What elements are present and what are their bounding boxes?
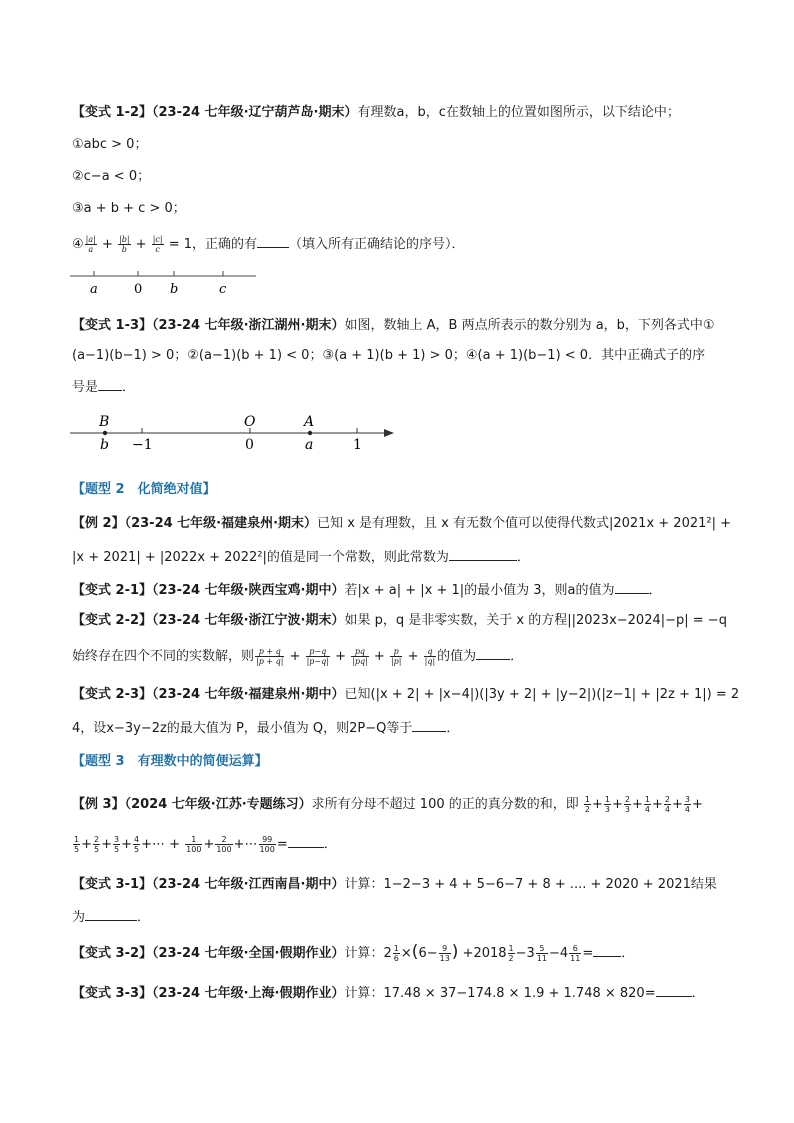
variant-1-3-line2: (a−1)(b−1) > 0；②(a−1)(b + 1) < 0；③(a + 1)(b + 1) > 0；④(a + 1)(b−1) < 0．其中正确式子的序 — [72, 348, 706, 363]
fraction: $\frac{1}{4}$ — [644, 795, 650, 814]
fraction: $\frac{3}{4}$ — [684, 795, 690, 814]
axis-label-c: c — [219, 282, 227, 297]
punct: ． — [621, 946, 635, 961]
answer-blank — [288, 834, 324, 848]
variant-tag: 【变式 1-2】 — [72, 105, 153, 120]
variant-2-2-line1 — [72, 612, 727, 630]
punct: ． — [648, 583, 662, 598]
axis-label-a: a — [90, 282, 98, 297]
question-text: 求所有分母不超过 100 的正的真分数的和，即 — [311, 797, 579, 812]
punct: ． — [446, 721, 460, 736]
question-text: 4，设x−3y−2z的最大值为 P，最小值为 Q，则2P−Q等于 — [72, 721, 413, 736]
example-2-line2 — [72, 547, 530, 567]
answer-blank — [615, 580, 649, 594]
value-label-a: a — [305, 437, 314, 453]
question-text: 为 — [72, 910, 86, 925]
fraction: $\frac{1}{2}$ — [584, 795, 590, 814]
value-label-b: b — [100, 437, 109, 453]
question-text: 计算：17.48 × 37−174.8 × 1.9 + 1.748 × 820= — [344, 986, 656, 1001]
fraction: $\frac{p}{|p|}$ — [390, 647, 402, 666]
question-text: 计算： — [344, 946, 384, 961]
variant-2-2-line2: 始终存在四个不同的实数解，则 $\frac{p + q}{|p + q|}$ + $\frac{p-q}{|p-q|}$ + $\frac{pq}{|pq|}$ + $\frac{p}{|p|}$ + $\frac{q}{|q|}$ 的值为 ． — [72, 647, 524, 666]
example-tag: 【例 2】 — [72, 516, 125, 531]
fraction: $\frac{pq}{|pq|}$ — [352, 647, 368, 666]
variant-tag: 【变式 2-1】 — [72, 583, 153, 598]
conclusion-2: ②c−a < 0； — [72, 169, 151, 184]
value-label-1: 1 — [353, 437, 362, 453]
fraction: $\frac{1}{100}$ — [186, 835, 202, 854]
source: （23-24 七年级·福建泉州·期末） — [124, 516, 318, 531]
answer-blank — [98, 377, 122, 391]
number-line-2 — [68, 410, 408, 454]
value-label-neg1: −1 — [132, 437, 153, 453]
punct: ． — [323, 837, 337, 852]
fraction: $\frac{99}{100}$ — [259, 835, 275, 854]
source: （23-24 七年级·福建泉州·期中） — [152, 687, 345, 702]
question-text: 已知 x 是有理数，且 x 有无数个值可以使得代数式|2021x + 2021²| + — [317, 516, 731, 531]
variant-2-3-line1 — [72, 686, 739, 704]
punct: ． — [510, 649, 524, 664]
fraction: $\frac{q}{|q|}$ — [424, 647, 436, 666]
variant-tag: 【变式 3-1】 — [72, 877, 153, 892]
conclusion-1: ①abc > 0； — [72, 137, 148, 152]
conclusion-4-mark: ④ — [72, 237, 84, 252]
point-label-O: O — [244, 414, 256, 430]
variant-3-1-line2 — [72, 907, 150, 927]
source: （23-24 七年级·江西南昌·期中） — [152, 877, 345, 892]
conclusion-4-post: （填入所有正确结论的序号）． — [289, 237, 465, 252]
question-text: 若|x + a| + |x + 1|的最小值为 3，则a的值为 — [344, 583, 615, 598]
question-text: 已知(|x + 2| + |x−4|)(|3y + 2| + |y−2|)(|z−1| + |2z + 1|) = 2 — [344, 687, 740, 702]
punct: ． — [691, 986, 705, 1001]
answer-blank — [476, 646, 510, 660]
answer-blank — [656, 983, 692, 997]
punct: ． — [122, 380, 136, 395]
source: （23-24 七年级·辽宁葫芦岛·期末） — [152, 105, 358, 120]
source: （23-24 七年级·陕西宝鸡·期中） — [152, 583, 345, 598]
variant-tag: 【变式 3-2】 — [72, 946, 153, 961]
fraction: $\frac{1}{5}$ — [74, 835, 80, 854]
fraction: $\frac{p-q}{|p-q|}$ — [306, 647, 329, 666]
punct: ． — [137, 910, 151, 925]
question-text: |x + 2021| + |2022x + 2022²|的值是同一个常数，则此常数为 — [72, 550, 449, 565]
fraction: $\frac{2}{4}$ — [664, 795, 670, 814]
question-text: 计算：1−2−3 + 4 + 5−6−7 + 8 + .... + 2020 + 2021结果 — [344, 877, 717, 892]
section-heading-2: 【题型 2 化简绝对值】 — [72, 482, 216, 497]
variant-3-3-line — [72, 983, 705, 1003]
section-heading-3: 【题型 3 有理数中的简便运算】 — [72, 754, 268, 769]
question-text: 始终存在四个不同的实数解，则 — [72, 649, 255, 664]
conclusion-4: ④ $\frac{|a|}{a}$ + $\frac{|b|}{b}$ + $\frac{|c|}{c}$ = 1，正确的有 （填入所有正确结论的序号）． — [72, 235, 465, 254]
fraction: $\frac{3}{5}$ — [114, 835, 120, 854]
example-2-line1 — [72, 515, 731, 533]
answer-blank — [593, 943, 621, 957]
point-label-B: B — [99, 414, 110, 430]
variant-3-2-line: 【变式 3-2】（23-24 七年级·全国·假期作业）计算：2 $\frac{1}{6}$ ×(6− $\frac{9}{13}$ ) +2018 $\frac{1}{2}$ −3 $\frac{5}{11}$ −4 $\frac{6}{11}$ = ． — [72, 942, 635, 963]
fraction: $\frac{p + q}{|p + q|}$ — [256, 647, 284, 666]
conclusion-3: ③a + b + c > 0； — [72, 201, 186, 216]
source: （23-24 七年级·全国·假期作业） — [152, 946, 345, 961]
variant-tag: 【变式 2-2】 — [72, 613, 153, 628]
variant-tag: 【变式 2-3】 — [72, 687, 153, 702]
variant-3-1-line1 — [72, 876, 717, 894]
question-text: 有理数a，b，c在数轴上的位置如图所示，以下结论中； — [357, 105, 680, 120]
variant-tag: 【变式 3-3】 — [72, 986, 153, 1001]
variant-2-1-line — [72, 580, 662, 600]
source: （2024 七年级·江苏·专题练习） — [124, 797, 312, 812]
answer-blank — [412, 718, 446, 732]
variant-1-3-line1 — [72, 317, 715, 335]
fraction: $\frac{2}{5}$ — [94, 835, 100, 854]
axis-label-0: 0 — [134, 282, 143, 297]
value-label-0: 0 — [245, 437, 254, 453]
question-text: 号是 — [72, 380, 99, 395]
point-label-A: A — [304, 414, 315, 430]
example-3-line1: 【例 3】（2024 七年级·江苏·专题练习）求所有分母不超过 100 的正的真分数的和，即 $\frac{1}{2}$ + $\frac{1}{3}$ + $\frac{2}{3}$ + $\frac{1}{4}$ + $\frac{2}{4}$ + $\frac{3}{4}$ + — [72, 795, 703, 814]
source: （23-24 七年级·浙江湖州·期末） — [152, 318, 345, 333]
question-text: 如图，数轴上 A，B 两点所表示的数分别为 a，b，下列各式中① — [344, 318, 715, 333]
number-line-1 — [68, 266, 268, 300]
variant-tag: 【变式 1-3】 — [72, 318, 153, 333]
axis-label-b: b — [170, 282, 179, 297]
answer-blank — [257, 234, 289, 248]
fraction: $\frac{2}{100}$ — [216, 835, 232, 854]
source: （23-24 七年级·浙江宁波·期末） — [152, 613, 345, 628]
source: （23-24 七年级·上海·假期作业） — [152, 986, 345, 1001]
punct: ． — [516, 550, 530, 565]
question-text: 的值为 — [437, 649, 477, 664]
variant-2-3-line2 — [72, 718, 459, 738]
variant-1-2-line — [72, 104, 680, 122]
answer-blank — [85, 907, 137, 921]
example-tag: 【例 3】 — [72, 797, 125, 812]
fraction: $\frac{1}{3}$ — [604, 795, 610, 814]
fraction: $\frac{4}{5}$ — [134, 835, 140, 854]
example-3-line2: $\frac{1}{5}$ + $\frac{2}{5}$ + $\frac{3}{5}$ + $\frac{4}{5}$ +⋯ + $\frac{1}{100}$ + $\frac{2}{100}$ +⋯ $\frac{99}{100}$ = ． — [74, 835, 337, 854]
question-text: 如果 p，q 是非零实数，关于 x 的方程||2023x−2024|−p| = −q — [344, 613, 727, 628]
conclusion-4-text: = 1，正确的有 — [164, 237, 257, 252]
answer-blank — [449, 547, 517, 561]
fraction: $\frac{2}{3}$ — [624, 795, 630, 814]
variant-1-3-line3 — [72, 377, 135, 397]
